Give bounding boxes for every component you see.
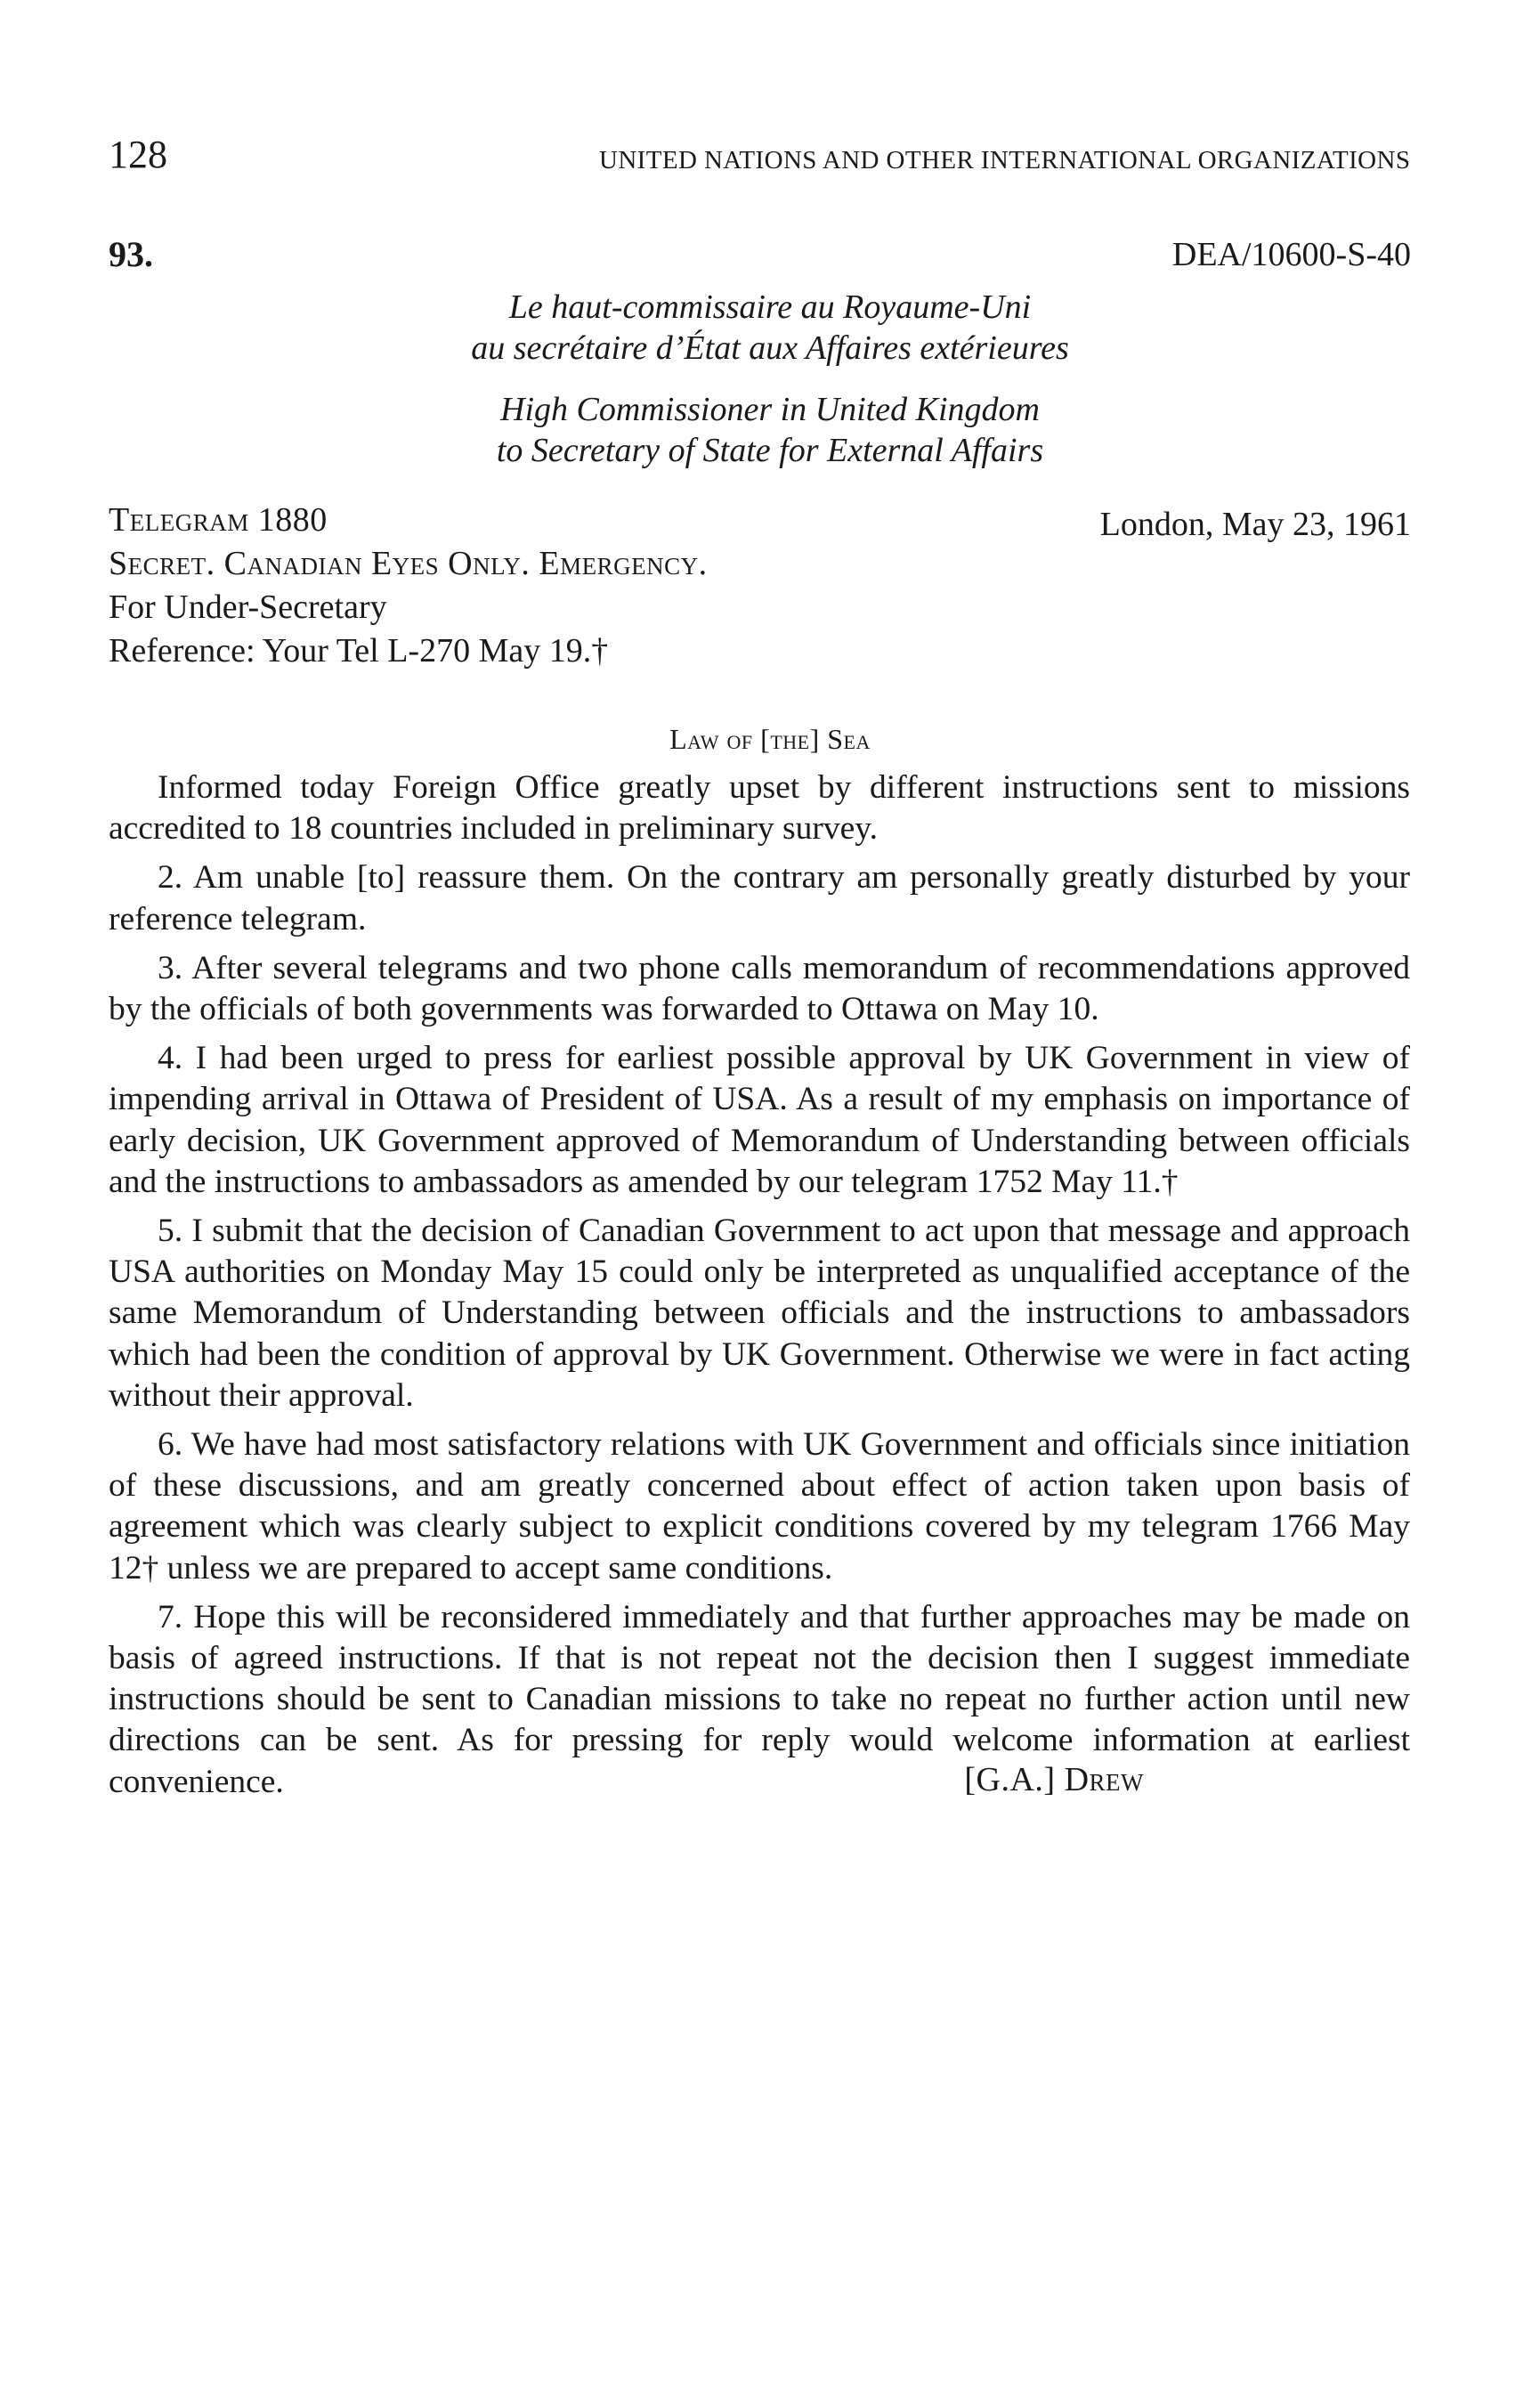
paragraph-5: 5. I submit that the decision of Canadian Government to act upon that message and approach USA authorities on Monday May 15 could only be interpreted as unqualified acceptance of the same Memorandum of Understanding between officials and the instructions to ambassadors which had been the condition of approval by UK Government. Otherwise we were in fact acting without their approval. [109,1213,1410,1414]
paragraph-6: 6. We have had most satisfactory relations with UK Government and officials since initiation of these discussions, and am greatly concerned about effect of action taken upon basis of agreement which was clearly subject to explicit conditions covered by my telegram 1766 May 12† unless we are prepared to accept same conditions. [109,1426,1410,1587]
subject-heading: Law of [the] Sea [669,723,871,755]
paragraph-4: 4. I had been urged to press for earliest possible approval by UK Government in view of impending arrival in Ottawa of President of USA. As a result of my emphasis on importance of early decision, UK Government approved of Memorandum of Understanding between officials and the instructions to ambassadors as amended by our telegram 1752 May 11.† [109,1040,1410,1200]
addressee-french [0,287,1540,369]
telegram-number: Telegram 1880 [109,501,328,539]
addressee-english-line-2: to Secretary of State for External Affairs [496,432,1044,469]
telegram-body [109,767,1410,1811]
addressee-french-line-2: au secrétaire d’État aux Affaires extérieures [471,329,1069,367]
for-line: For Under-Secretary [109,588,387,626]
addressee-english-line-1: High Commissioner in United Kingdom [500,391,1040,428]
paragraph-1: Informed today Foreign Office greatly upset by different instructions sent to missions accredited to 18 countries included in preliminary survey. [109,769,1410,848]
addressee-french-line-1: Le haut-commissaire au Royaume-Uni [508,288,1032,326]
document-number: 93. [109,234,153,274]
place-date: London, May 23, 1961 [1099,506,1411,543]
running-head: UNITED NATIONS AND OTHER INTERNATIONAL ORGANIZATIONS [599,146,1411,174]
reference-line: Reference: Your Tel L-270 May 19.† [109,632,609,670]
page-number: 128 [109,133,167,176]
classification: Secret. Canadian Eyes Only. Emergency. [109,545,708,582]
telegram-metadata [109,499,708,673]
paragraph-2: 2. Am unable [to] reassure them. On the contrary am personally greatly disturbed by your reference telegram. [109,859,1410,937]
paragraph-7: 7. Hope this will be reconsidered immediately and that further approaches may be made on basis of agreed instructions. If that is not repeat not the decision then I suggest immediate instructions should be sent to Canadian missions to take no repeat no further action until new directions can be sent. As for pressing for reply would welcome information at earliest convenience. [109,1598,1410,1800]
paragraph-3: 3. After several telegrams and two phone calls memorandum of recommendations approved by the officials of both governments was forwarded to Ottawa on May 10. [109,949,1410,1028]
file-reference: DEA/10600-S-40 [1171,236,1411,273]
signature: [G.A.] Drew [964,1761,1144,1798]
addressee-english [0,389,1540,471]
